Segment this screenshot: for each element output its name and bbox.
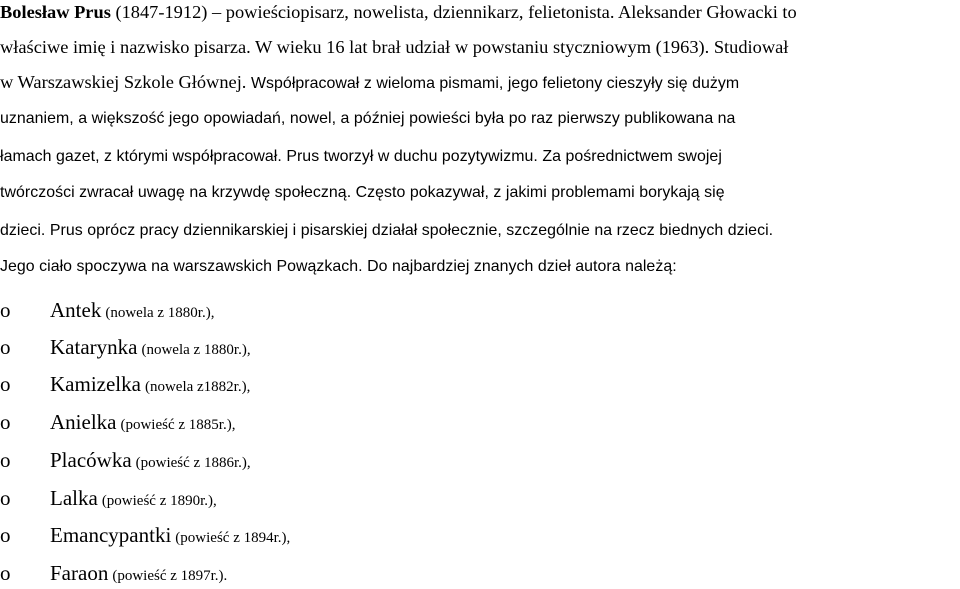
bio-line-8: Jego ciało spoczywa na warszawskich Powązkach. Do najbardziej znanych dzieł autora należą: — [0, 258, 677, 275]
bullet-marker: o — [0, 298, 11, 322]
work-title: Lalka — [50, 486, 98, 510]
work-note: (powieść z 1886r.), — [135, 455, 251, 471]
list-item — [0, 297, 214, 326]
work-note: (nowela z1882r.), — [144, 379, 251, 395]
list-item — [0, 334, 251, 363]
work-title: Emancypantki — [50, 523, 172, 547]
bio-line-4: uznaniem, a większość jego opowiadań, nowel, a później powieści była po raz pierwszy publikowana na — [0, 110, 736, 127]
work-note: (nowela z 1880r.), — [105, 305, 215, 321]
bullet-marker: o — [0, 335, 11, 359]
list-item — [0, 522, 290, 551]
work-title: Katarynka — [50, 335, 138, 359]
bullet-marker: o — [0, 372, 11, 396]
work-title: Anielka — [50, 410, 117, 434]
work-note: (powieść z 1885r.), — [120, 417, 236, 433]
bullet-marker: o — [0, 448, 11, 472]
bio-line-6: twórczości zwracał uwagę na krzywdę społeczną. Często pokazywał, z jakimi problemami borykają się — [0, 184, 725, 201]
bio-line-5: łamach gazet, z którymi współpracował. Prus tworzył w duchu pozytywizmu. Za pośrednictwem swojej — [0, 148, 722, 165]
work-note: (powieść z 1890r.), — [101, 493, 217, 509]
bio-line-1 — [0, 0, 797, 24]
bio-line-7: dzieci. Prus oprócz pracy dziennikarskiej i pisarskiej działał społecznie, szczególnie na rzecz biednych dzieci. — [0, 222, 774, 239]
work-note: (nowela z 1880r.), — [141, 342, 251, 358]
bullet-marker: o — [0, 486, 11, 510]
list-item — [0, 409, 235, 438]
work-title: Faraon — [50, 561, 109, 585]
bio-line-3-serif: w Warszawskiej Szkole Głównej. — [0, 72, 251, 92]
bullet-marker: o — [0, 410, 11, 434]
bio-line-3-sans: Współpracował z wieloma pismami, jego felietony cieszyły się dużym — [251, 75, 740, 92]
work-note: (powieść z 1894r.), — [175, 530, 291, 546]
bullet-marker: o — [0, 561, 11, 585]
bullet-marker: o — [0, 523, 11, 547]
author-name: Bolesław Prus — [0, 2, 111, 22]
work-title: Placówka — [50, 448, 132, 472]
bio-line-1-rest: (1847-1912) – powieściopisarz, nowelista, dziennikarz, felietonista. Aleksander Głowacki to — [110, 2, 797, 22]
work-title: Antek — [50, 298, 102, 322]
list-item — [0, 485, 217, 514]
list-item — [0, 371, 250, 400]
work-title: Kamizelka — [50, 372, 141, 396]
list-item — [0, 447, 251, 476]
bio-line-3 — [0, 70, 739, 96]
bio-line-2: właściwe imię i nazwisko pisarza. W wieku 16 lat brał udział w powstaniu styczniowym (1963). Studiował — [0, 37, 789, 57]
work-note: (powieść z 1897r.). — [112, 568, 228, 584]
